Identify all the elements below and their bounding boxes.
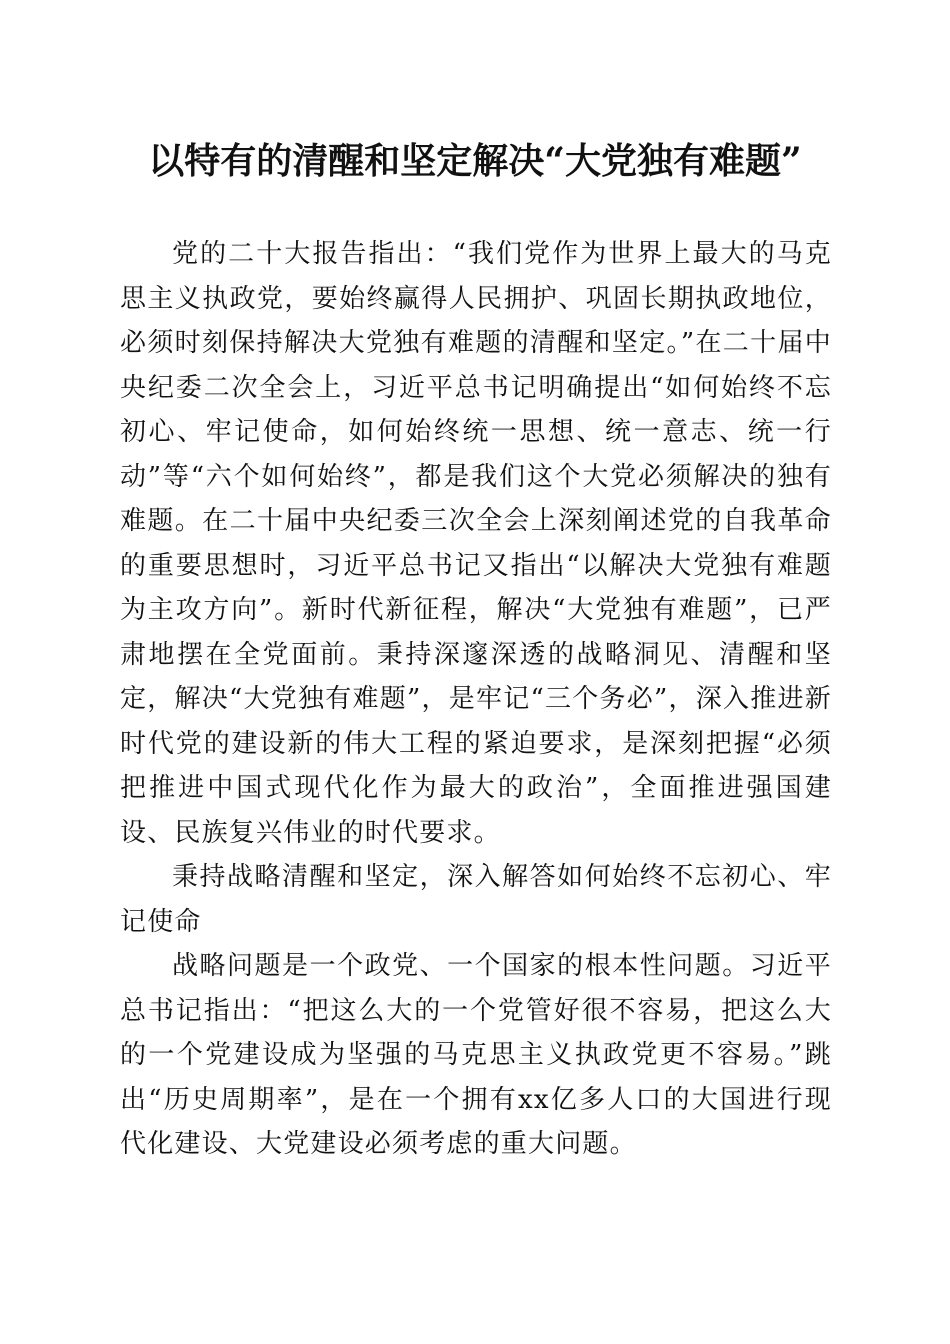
paragraph-intro: 党的二十大报告指出：“我们党作为世界上最大的马克思主义执政党，要始终赢得人民拥护、巩固长期执政地位，必须时刻保持解决大党独有难题的清醒和坚定。”在二十届中央纪委二次全会上，习近平总书记明确提出“如何始终不忘初心、牢记使命，如何始终统一思想、统一意志、统一行动”等“六个如何始终”，都是我们这个大党必须解决的独有难题。在二十届中央纪委三次全会上深刻阐述党的自我革命的重要思想时，习近平总书记又指出“以解决大党独有难题为主攻方向”。新时代新征程，解决“大党独有难题”，已严肃地摆在全党面前。秉持深邃深透的战略洞见、清醒和坚定，解决“大党独有难题”，是牢记“三个务必”，深入推进新时代党的建设新的伟大工程的紧迫要求，是深刻把握“必须把推进中国式现代化作为最大的政治”，全面推进强国建设、民族复兴伟业的时代要求。	[120, 239, 832, 848]
paragraph-strategy: 战略问题是一个政党、一个国家的根本性问题。习近平总书记指出：“把这么大的一个党管好很不容易，把这么大的一个党建设成为坚强的马克思主义执政党更不容易。”跳出“历史周期率”，是在一个拥有xx亿多人口的大国进行现代化建设、大党建设必须考虑的重大问题。	[120, 951, 832, 1159]
section-heading: 秉持战略清醒和坚定，深入解答如何始终不忘初心、牢记使命	[120, 862, 832, 937]
document-body	[120, 232, 832, 1167]
document-title: 以特有的清醒和坚定解决“大党独有难题”	[148, 140, 802, 182]
